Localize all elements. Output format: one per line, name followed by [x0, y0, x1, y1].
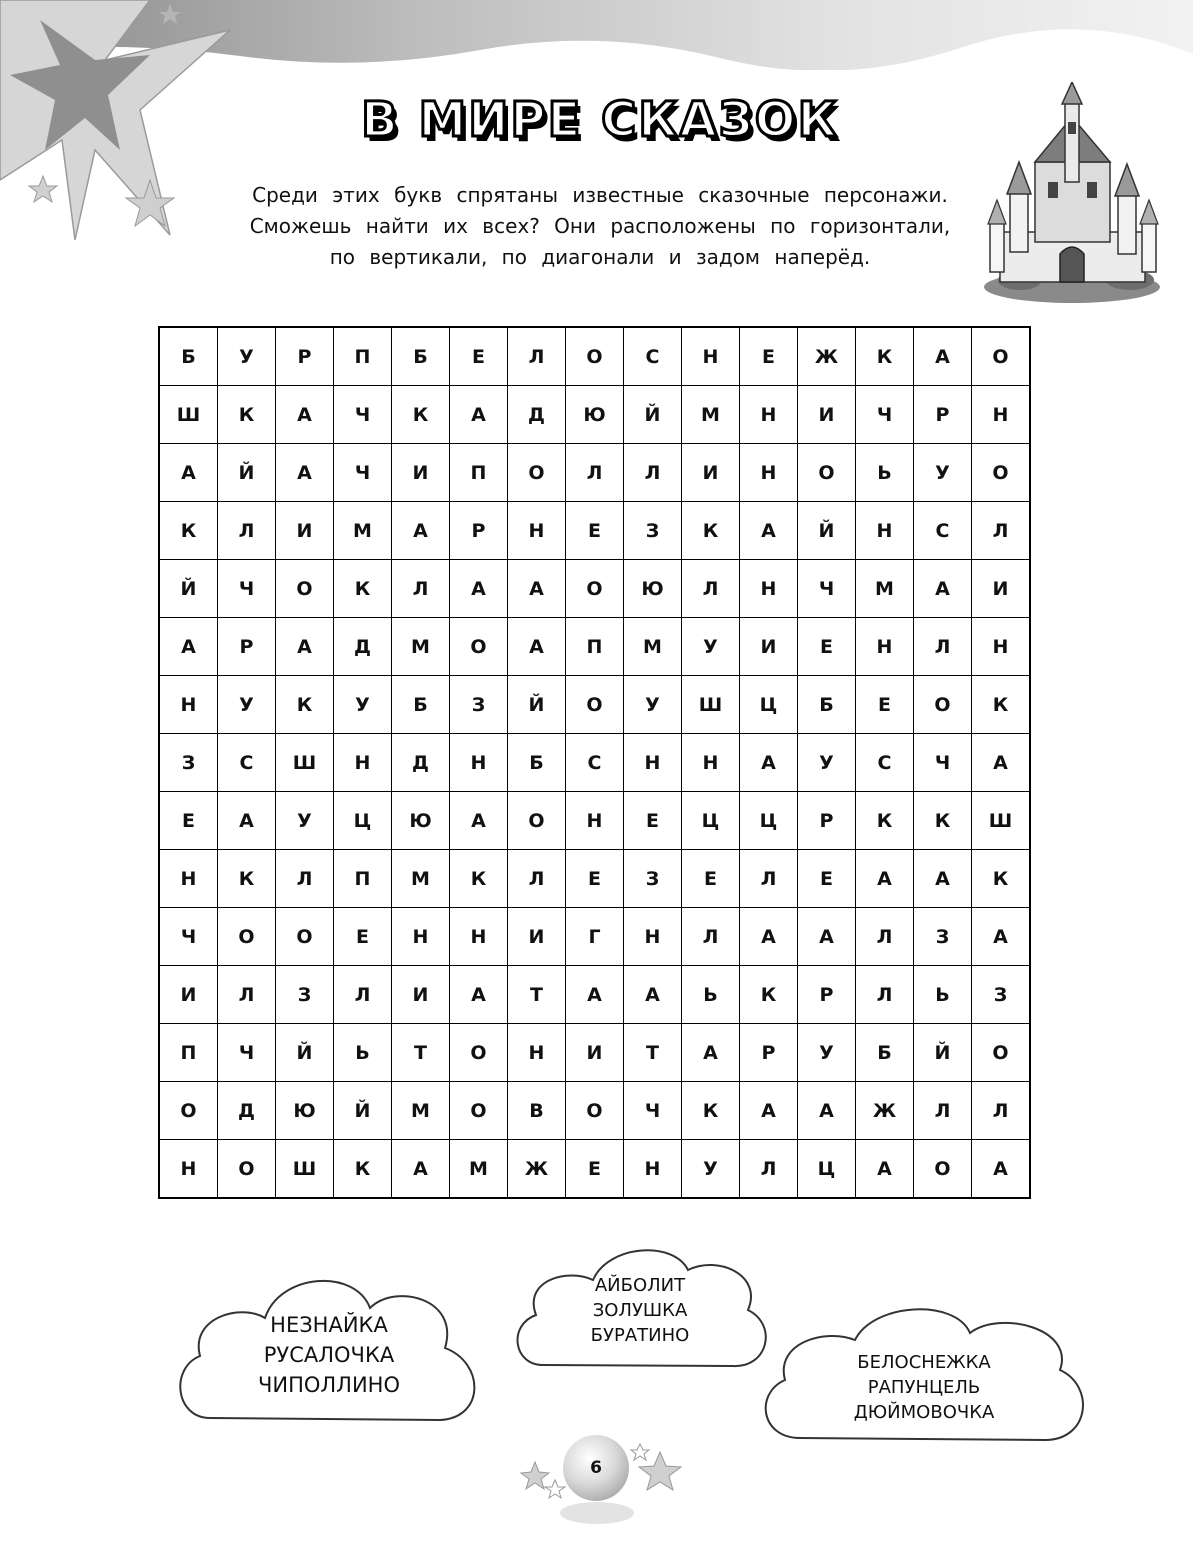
grid-cell[interactable]: Н — [334, 734, 392, 792]
grid-cell[interactable]: А — [914, 327, 972, 386]
grid-cell[interactable]: А — [682, 1024, 740, 1082]
grid-cell[interactable]: Т — [624, 1024, 682, 1082]
grid-cell[interactable]: И — [682, 444, 740, 502]
grid-cell[interactable]: П — [450, 444, 508, 502]
grid-cell[interactable]: А — [798, 1082, 856, 1140]
grid-cell[interactable]: Е — [159, 792, 218, 850]
grid-cell[interactable]: Ц — [334, 792, 392, 850]
target-word: ДЮЙМОВОЧКА — [853, 1402, 995, 1423]
grid-cell[interactable]: Е — [682, 850, 740, 908]
grid-cell[interactable]: Ж — [798, 327, 856, 386]
grid-cell[interactable]: Ю — [276, 1082, 334, 1140]
grid-cell[interactable]: Н — [159, 850, 218, 908]
grid-cell[interactable]: У — [798, 734, 856, 792]
grid-cell[interactable]: М — [392, 618, 450, 676]
grid-cell[interactable]: Л — [972, 1082, 1031, 1140]
grid-cell[interactable]: О — [566, 560, 624, 618]
grid-row — [159, 1140, 1030, 1199]
grid-cell[interactable]: А — [972, 908, 1031, 966]
grid-cell[interactable]: М — [856, 560, 914, 618]
grid-cell[interactable]: С — [624, 327, 682, 386]
grid-cell[interactable]: Е — [450, 327, 508, 386]
grid-cell[interactable]: К — [914, 792, 972, 850]
grid-cell[interactable]: Ч — [798, 560, 856, 618]
grid-cell[interactable]: О — [450, 618, 508, 676]
grid-cell[interactable]: Д — [392, 734, 450, 792]
grid-cell[interactable]: Р — [798, 966, 856, 1024]
grid-cell[interactable]: Н — [856, 502, 914, 560]
grid-cell[interactable]: Р — [276, 327, 334, 386]
grid-cell[interactable]: О — [218, 908, 276, 966]
grid-row — [159, 1082, 1030, 1140]
grid-cell[interactable]: О — [508, 792, 566, 850]
grid-row — [159, 502, 1030, 560]
grid-cell[interactable]: С — [566, 734, 624, 792]
grid-cell[interactable]: П — [159, 1024, 218, 1082]
grid-cell[interactable]: А — [159, 618, 218, 676]
grid-row — [159, 560, 1030, 618]
grid-cell[interactable]: А — [450, 966, 508, 1024]
grid-cell[interactable]: Ц — [740, 676, 798, 734]
instructions — [230, 180, 970, 273]
grid-cell[interactable]: О — [972, 327, 1031, 386]
grid-cell[interactable]: Ш — [682, 676, 740, 734]
grid-cell[interactable]: Б — [392, 676, 450, 734]
grid-cell[interactable]: Ш — [972, 792, 1031, 850]
grid-cell[interactable]: У — [624, 676, 682, 734]
grid-cell[interactable]: Ч — [856, 386, 914, 444]
grid-cell[interactable]: А — [276, 618, 334, 676]
grid-cell[interactable]: А — [566, 966, 624, 1024]
grid-cell[interactable]: А — [276, 386, 334, 444]
grid-cell[interactable]: О — [276, 908, 334, 966]
grid-cell[interactable]: Л — [740, 850, 798, 908]
grid-cell[interactable]: И — [392, 444, 450, 502]
grid-cell[interactable]: Ч — [624, 1082, 682, 1140]
grid-row — [159, 792, 1030, 850]
grid-cell[interactable]: Ь — [682, 966, 740, 1024]
grid-cell[interactable]: А — [508, 618, 566, 676]
grid-cell[interactable]: А — [740, 734, 798, 792]
grid-cell[interactable]: У — [218, 676, 276, 734]
grid-cell[interactable]: О — [914, 676, 972, 734]
instructions-line-3: по вертикали, по диагонали и задом наперёд. — [329, 245, 871, 269]
grid-cell[interactable]: А — [450, 792, 508, 850]
grid-cell[interactable]: Н — [450, 908, 508, 966]
grid-cell[interactable]: П — [334, 850, 392, 908]
grid-cell[interactable]: О — [450, 1082, 508, 1140]
grid-cell[interactable]: З — [972, 966, 1031, 1024]
grid-cell[interactable]: Й — [624, 386, 682, 444]
grid-cell[interactable]: Н — [159, 676, 218, 734]
target-word: НЕЗНАЙКА — [270, 1313, 388, 1337]
page-title: В МИРЕ СКАЗОК — [361, 92, 839, 148]
grid-cell[interactable]: О — [159, 1082, 218, 1140]
castle-illustration — [980, 82, 1165, 307]
grid-cell[interactable]: С — [218, 734, 276, 792]
grid-cell[interactable]: Л — [508, 850, 566, 908]
grid-cell[interactable]: В — [508, 1082, 566, 1140]
grid-cell[interactable]: К — [218, 850, 276, 908]
word-cloud-2 — [508, 1240, 772, 1380]
grid-cell[interactable]: О — [450, 1024, 508, 1082]
grid-cell[interactable]: Д — [218, 1082, 276, 1140]
grid-cell[interactable]: Н — [856, 618, 914, 676]
page-number: 6 — [563, 1435, 629, 1501]
grid-cell[interactable]: О — [276, 560, 334, 618]
grid-cell[interactable]: М — [624, 618, 682, 676]
grid-cell[interactable]: Е — [566, 1140, 624, 1199]
grid-cell[interactable]: О — [972, 444, 1031, 502]
grid-cell[interactable]: А — [276, 444, 334, 502]
grid-cell[interactable]: А — [218, 792, 276, 850]
grid-cell[interactable]: Й — [159, 560, 218, 618]
grid-cell[interactable]: О — [566, 676, 624, 734]
grid-cell[interactable]: К — [159, 502, 218, 560]
grid-cell[interactable]: З — [624, 850, 682, 908]
grid-cell[interactable]: К — [856, 327, 914, 386]
word-search-grid — [158, 326, 1031, 1199]
grid-cell[interactable]: У — [334, 676, 392, 734]
grid-cell[interactable]: К — [856, 792, 914, 850]
grid-cell[interactable]: А — [392, 1140, 450, 1199]
grid-cell[interactable]: Н — [740, 444, 798, 502]
grid-cell[interactable]: Н — [624, 1140, 682, 1199]
grid-cell[interactable]: А — [624, 966, 682, 1024]
grid-cell[interactable]: Е — [740, 327, 798, 386]
grid-cell[interactable]: Ю — [624, 560, 682, 618]
grid-cell[interactable]: Е — [798, 618, 856, 676]
grid-cell[interactable]: Й — [508, 676, 566, 734]
grid-cell[interactable]: Е — [334, 908, 392, 966]
grid-cell[interactable]: О — [508, 444, 566, 502]
grid-cell[interactable]: А — [450, 560, 508, 618]
grid-cell[interactable]: Ш — [159, 386, 218, 444]
grid-cell[interactable]: У — [798, 1024, 856, 1082]
grid-cell[interactable]: Н — [624, 908, 682, 966]
grid-cell[interactable]: И — [740, 618, 798, 676]
grid-row — [159, 850, 1030, 908]
grid-cell[interactable]: Й — [276, 1024, 334, 1082]
grid-cell[interactable]: З — [914, 908, 972, 966]
grid-cell[interactable]: С — [856, 734, 914, 792]
grid-cell[interactable]: М — [334, 502, 392, 560]
grid-cell[interactable]: Н — [566, 792, 624, 850]
grid-cell[interactable]: Н — [624, 734, 682, 792]
grid-cell[interactable]: Н — [682, 734, 740, 792]
grid-cell[interactable]: Р — [798, 792, 856, 850]
grid-cell[interactable]: Л — [566, 444, 624, 502]
grid-cell[interactable]: К — [276, 676, 334, 734]
grid-cell[interactable]: Б — [392, 327, 450, 386]
grid-cell[interactable]: Г — [566, 908, 624, 966]
grid-cell[interactable]: М — [392, 850, 450, 908]
grid-cell[interactable]: Е — [624, 792, 682, 850]
grid-cell[interactable]: О — [914, 1140, 972, 1199]
grid-cell[interactable]: У — [682, 1140, 740, 1199]
grid-cell[interactable]: Ч — [334, 386, 392, 444]
grid-cell[interactable]: А — [914, 560, 972, 618]
grid-cell[interactable]: Й — [914, 1024, 972, 1082]
grid-cell[interactable]: Р — [740, 1024, 798, 1082]
page-number-shadow — [560, 1502, 634, 1524]
grid-cell[interactable]: Л — [914, 618, 972, 676]
grid-cell[interactable]: И — [508, 908, 566, 966]
grid-cell[interactable]: Л — [392, 560, 450, 618]
grid-cell[interactable]: Л — [856, 908, 914, 966]
grid-cell[interactable]: О — [798, 444, 856, 502]
grid-cell[interactable]: Б — [798, 676, 856, 734]
grid-cell[interactable]: К — [972, 850, 1031, 908]
grid-row — [159, 676, 1030, 734]
grid-cell[interactable]: Д — [508, 386, 566, 444]
grid-cell[interactable]: У — [914, 444, 972, 502]
grid-cell[interactable]: Н — [508, 502, 566, 560]
grid-cell[interactable]: Ж — [856, 1082, 914, 1140]
grid-row — [159, 386, 1030, 444]
grid-cell[interactable]: А — [972, 1140, 1031, 1199]
grid-row — [159, 327, 1030, 386]
grid-row — [159, 734, 1030, 792]
grid-cell[interactable]: К — [682, 502, 740, 560]
grid-row — [159, 1024, 1030, 1082]
grid-cell[interactable]: А — [798, 908, 856, 966]
grid-cell[interactable]: А — [856, 850, 914, 908]
target-word: АЙБОЛИТ — [594, 1275, 686, 1296]
grid-cell[interactable]: О — [972, 1024, 1031, 1082]
grid-cell[interactable]: Д — [334, 618, 392, 676]
grid-cell[interactable]: Н — [682, 327, 740, 386]
grid-cell[interactable]: Ц — [740, 792, 798, 850]
grid-cell[interactable]: У — [682, 618, 740, 676]
grid-cell[interactable]: М — [450, 1140, 508, 1199]
grid-cell[interactable]: О — [218, 1140, 276, 1199]
grid-cell[interactable]: Ю — [566, 386, 624, 444]
grid-cell[interactable]: Н — [740, 386, 798, 444]
grid-cell[interactable]: М — [392, 1082, 450, 1140]
grid-cell[interactable]: Л — [914, 1082, 972, 1140]
grid-cell[interactable]: У — [276, 792, 334, 850]
grid-cell[interactable]: Н — [392, 908, 450, 966]
grid-cell[interactable]: Р — [450, 502, 508, 560]
grid-cell[interactable]: И — [566, 1024, 624, 1082]
grid-cell[interactable]: А — [740, 908, 798, 966]
grid-cell[interactable]: М — [682, 386, 740, 444]
grid-cell[interactable]: А — [972, 734, 1031, 792]
grid-cell[interactable]: Ч — [914, 734, 972, 792]
grid-cell[interactable]: Е — [566, 850, 624, 908]
target-word: БУРАТИНО — [590, 1325, 690, 1346]
grid-cell[interactable]: И — [798, 386, 856, 444]
grid-cell[interactable]: А — [159, 444, 218, 502]
grid-cell[interactable]: Е — [856, 676, 914, 734]
grid-cell[interactable]: Л — [740, 1140, 798, 1199]
grid-cell[interactable]: О — [566, 327, 624, 386]
target-word: ЧИПОЛЛИНО — [257, 1373, 401, 1397]
grid-cell[interactable]: Ь — [334, 1024, 392, 1082]
grid-cell[interactable]: Ц — [798, 1140, 856, 1199]
grid-cell[interactable]: Т — [392, 1024, 450, 1082]
grid-cell[interactable]: К — [392, 386, 450, 444]
grid-cell[interactable]: Б — [159, 327, 218, 386]
grid-cell[interactable]: Ь — [856, 444, 914, 502]
grid-cell[interactable]: А — [856, 1140, 914, 1199]
grid-cell[interactable]: Т — [508, 966, 566, 1024]
grid-cell[interactable]: Н — [508, 1024, 566, 1082]
grid-cell[interactable]: Л — [856, 966, 914, 1024]
target-word: ЗОЛУШКА — [592, 1300, 688, 1321]
grid-cell[interactable]: Й — [218, 444, 276, 502]
grid-cell[interactable]: Б — [856, 1024, 914, 1082]
grid-cell[interactable]: Л — [334, 966, 392, 1024]
grid-cell[interactable]: Н — [450, 734, 508, 792]
grid-cell[interactable]: Л — [682, 560, 740, 618]
grid-cell[interactable]: Й — [334, 1082, 392, 1140]
grid-cell[interactable]: З — [159, 734, 218, 792]
grid-cell[interactable]: Ц — [682, 792, 740, 850]
grid-cell[interactable]: А — [740, 502, 798, 560]
grid-cell[interactable]: Б — [508, 734, 566, 792]
grid-cell[interactable]: Ш — [276, 1140, 334, 1199]
grid-cell[interactable]: У — [218, 327, 276, 386]
grid-cell[interactable]: Ш — [276, 734, 334, 792]
grid-cell[interactable]: А — [392, 502, 450, 560]
grid-cell[interactable]: А — [508, 560, 566, 618]
grid-cell[interactable]: Ч — [218, 1024, 276, 1082]
grid-cell[interactable]: Л — [276, 850, 334, 908]
grid-cell[interactable]: Ч — [218, 560, 276, 618]
grid-cell[interactable]: Л — [972, 502, 1031, 560]
grid-cell[interactable]: Й — [798, 502, 856, 560]
grid-cell[interactable]: К — [972, 676, 1031, 734]
grid-cell[interactable]: К — [740, 966, 798, 1024]
grid-cell[interactable]: З — [276, 966, 334, 1024]
grid-cell[interactable]: Н — [740, 560, 798, 618]
instructions-line-1: Среди этих букв спрятаны известные сказочные персонажи. — [252, 183, 948, 207]
grid-cell[interactable]: И — [392, 966, 450, 1024]
grid-cell[interactable]: Е — [798, 850, 856, 908]
grid-cell[interactable]: Л — [624, 444, 682, 502]
word-cloud-3 — [755, 1298, 1093, 1454]
grid-cell[interactable]: Р — [218, 618, 276, 676]
grid-cell[interactable]: А — [914, 850, 972, 908]
target-word: РАПУНЦЕЛЬ — [867, 1377, 981, 1398]
grid-row — [159, 444, 1030, 502]
grid-cell[interactable]: З — [450, 676, 508, 734]
grid-cell[interactable]: К — [450, 850, 508, 908]
grid-cell[interactable]: С — [914, 502, 972, 560]
grid-cell[interactable]: К — [334, 560, 392, 618]
grid-cell[interactable]: И — [276, 502, 334, 560]
grid-cell[interactable]: Ч — [334, 444, 392, 502]
grid-cell[interactable]: П — [566, 618, 624, 676]
grid-row — [159, 966, 1030, 1024]
grid-cell[interactable]: О — [566, 1082, 624, 1140]
grid-cell[interactable]: К — [682, 1082, 740, 1140]
target-word: РУСАЛОЧКА — [263, 1343, 395, 1367]
grid-cell[interactable]: А — [740, 1082, 798, 1140]
grid-cell[interactable]: Н — [972, 386, 1031, 444]
grid-cell[interactable]: Л — [682, 908, 740, 966]
grid-cell[interactable]: П — [334, 327, 392, 386]
grid-cell[interactable]: З — [624, 502, 682, 560]
grid-cell[interactable]: К — [334, 1140, 392, 1199]
grid-cell[interactable]: Е — [566, 502, 624, 560]
grid-cell[interactable]: Ю — [392, 792, 450, 850]
grid-cell[interactable]: Ч — [159, 908, 218, 966]
grid-row — [159, 908, 1030, 966]
grid-cell[interactable]: А — [450, 386, 508, 444]
grid-cell[interactable]: Ж — [508, 1140, 566, 1199]
grid-cell[interactable]: И — [972, 560, 1031, 618]
grid-cell[interactable]: Р — [914, 386, 972, 444]
word-cloud-1 — [170, 1268, 488, 1438]
grid-cell[interactable]: И — [159, 966, 218, 1024]
grid-cell[interactable]: К — [218, 386, 276, 444]
grid-cell[interactable]: Л — [218, 966, 276, 1024]
instructions-line-2: Сможешь найти их всех? Они расположены по горизонтали, — [249, 214, 951, 238]
grid-row — [159, 618, 1030, 676]
grid-cell[interactable]: Н — [159, 1140, 218, 1199]
grid-cell[interactable]: Ь — [914, 966, 972, 1024]
target-word: БЕЛОСНЕЖКА — [857, 1352, 991, 1373]
grid-cell[interactable]: Л — [508, 327, 566, 386]
grid-cell[interactable]: Н — [972, 618, 1031, 676]
grid-cell[interactable]: Л — [218, 502, 276, 560]
